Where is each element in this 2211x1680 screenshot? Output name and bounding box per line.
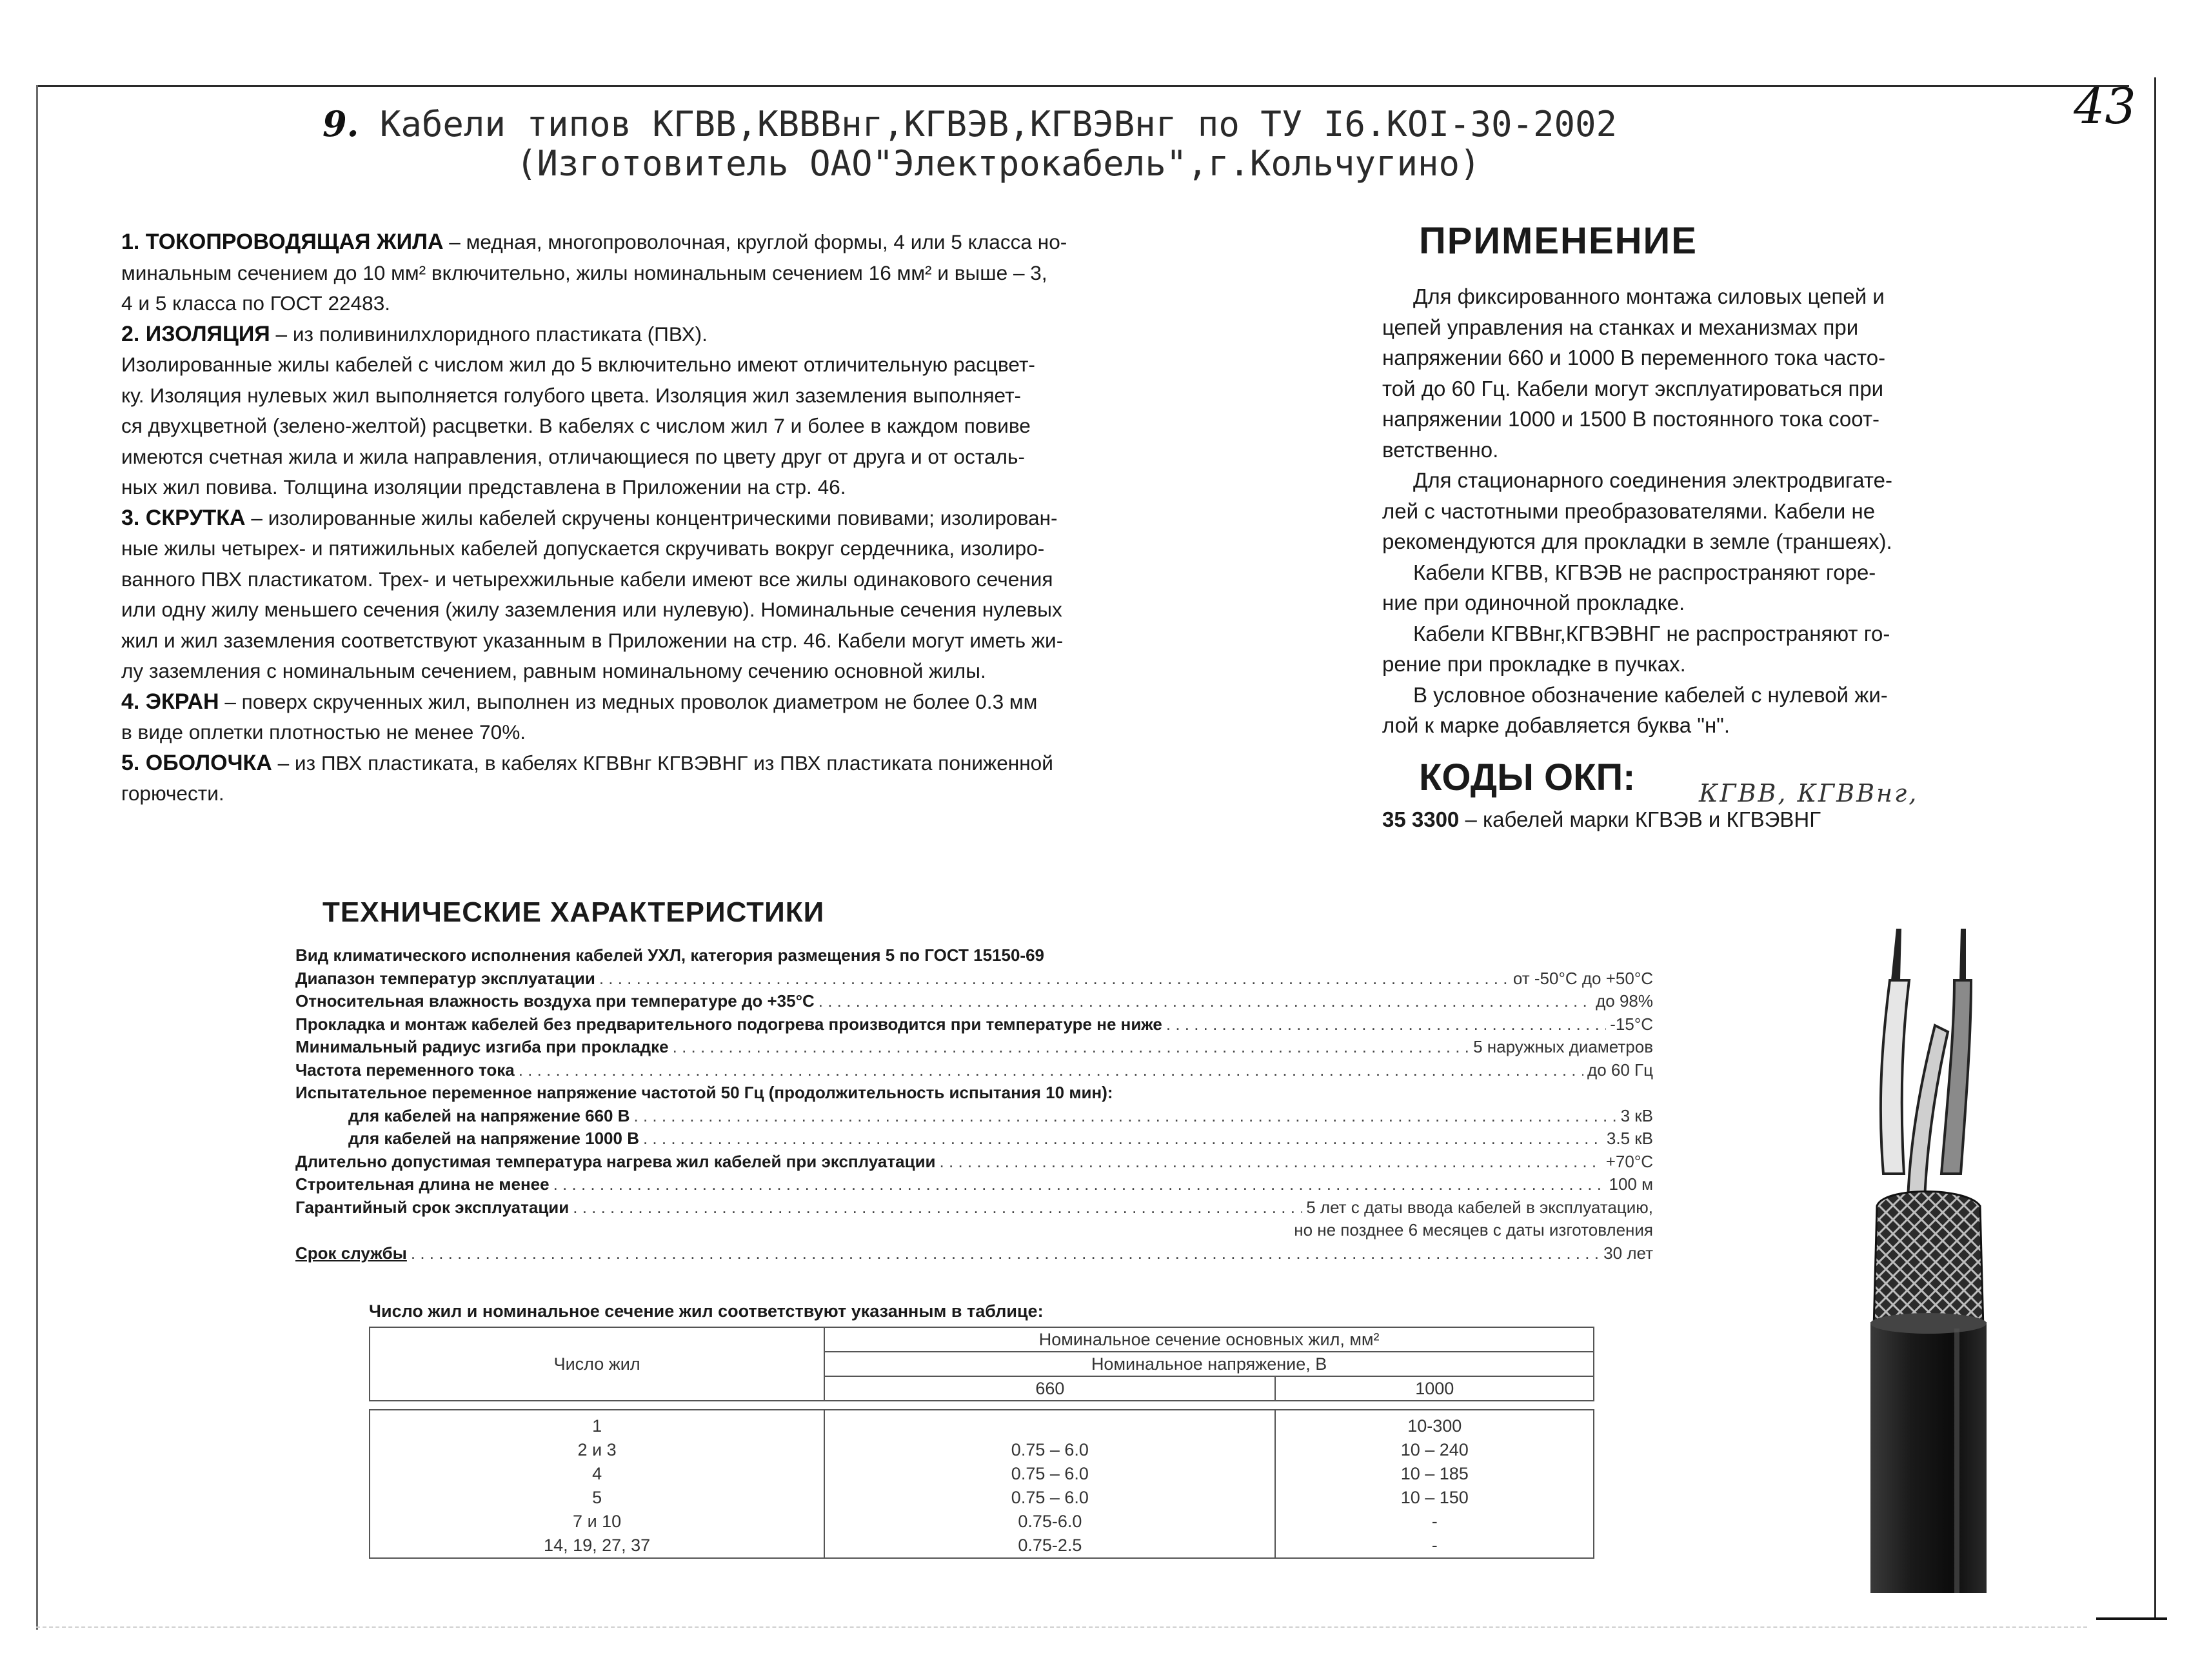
spec-value: до 98% (1596, 991, 1653, 1011)
page-frame-bottom-dash (36, 1626, 2087, 1628)
spec-value: 100 м (1609, 1174, 1653, 1194)
cell-660 (824, 1410, 1275, 1438)
clause-line (121, 533, 1192, 564)
clause-line (121, 380, 1192, 411)
application-line: лей с частотными преобразователями. Кабели не (1382, 499, 1876, 523)
application-line: той до 60 Гц. Кабели могут эксплуатироваться при (1382, 376, 1884, 400)
spec-row (295, 1059, 1653, 1082)
clause-line (121, 442, 1192, 473)
okp-title: КОДЫ ОКП: (1419, 756, 1636, 798)
spec-row (295, 1173, 1653, 1196)
clause-text: ку. Изоляция нулевых жил выполняется голубого цвета. Изоляция жил заземления выполняет- (121, 383, 1022, 407)
spec-row (295, 967, 1653, 991)
clause-line (121, 595, 1192, 626)
spec-row (295, 1036, 1653, 1059)
clause-line (121, 411, 1192, 442)
application-line: В условное обозначение кабелей с нулевой жи- (1413, 682, 1888, 707)
table-caption: Число жил и номинальное сечение жил соответствуют указанным в таблице: (369, 1301, 1044, 1321)
page-frame-left (36, 85, 38, 1630)
spec-row (295, 1151, 1653, 1174)
column-header-660: 660 (824, 1376, 1275, 1401)
spec-label: Прокладка и монтаж кабелей без предварительного подогрева производится при температуре не ниже (295, 1014, 1162, 1034)
table-row (370, 1462, 1594, 1486)
spec-label: Относительная влажность воздуха при температуре до +35°С (295, 991, 815, 1011)
construction-clauses (121, 227, 1192, 809)
application-line: Для стационарного соединения электродвигате- (1413, 468, 1892, 492)
page-frame-right (2154, 77, 2156, 1619)
cell-cores: 7 и 10 (370, 1510, 824, 1534)
spec-label: Испытательное переменное напряжение частотой 50 Гц (продолжительность испытания 10 мин): (295, 1083, 1113, 1102)
leader-dots (573, 1196, 1302, 1220)
clause-line (121, 778, 1192, 809)
cell-cores: 2 и 3 (370, 1438, 824, 1462)
clause-text: лу заземления с номинальным сечением, равным номинальному сечению основной жилы. (121, 659, 986, 682)
clause-text: – изолированные жилы кабелей скручены концентрическими повивами; изолирован- (245, 506, 1058, 529)
spec-row (295, 990, 1653, 1013)
leader-dots (940, 1151, 1602, 1174)
clause-text: в виде оплетки плотностью не менее 70%. (121, 720, 526, 744)
okp-handwritten-note: КГВВ, КГВВнг, (1699, 779, 1919, 807)
leader-dots (519, 1059, 1583, 1082)
clause-line (121, 748, 1192, 779)
cell-cores: 5 (370, 1486, 824, 1510)
clause-text: горючести. (121, 782, 224, 805)
leader-dots (599, 967, 1509, 991)
spec-row (295, 1013, 1653, 1036)
tech-specs (295, 944, 1653, 1265)
okp-code: 35 3300 (1382, 807, 1460, 831)
cell-1000: 10-300 (1275, 1410, 1594, 1438)
spec-label: Вид климатического исполнения кабелей УХЛ, категория размещения 5 по ГОСТ 15150-69 (295, 945, 1045, 965)
spec-value: 5 лет с даты ввода кабелей в эксплуатацию, (1306, 1197, 1653, 1217)
clause-heading: 5. ОБОЛОЧКА (121, 750, 272, 775)
spec-label: Срок службы (295, 1243, 407, 1263)
application-title: ПРИМЕНЕНИЕ (1419, 220, 1698, 262)
spec-label: Частота переменного тока (295, 1060, 515, 1080)
table-row (370, 1410, 1594, 1438)
application-line: Кабели КГВВ, КГВЭВ не распространяют горе- (1413, 560, 1876, 584)
clause-text: или одну жилу меньшего сечения (жилу заземления или нулевую). Номинальные сечения нулевых (121, 598, 1062, 621)
spec-value: от -50°С до +50°С (1512, 968, 1653, 988)
application-line: рение при прокладке в пучках. (1382, 652, 1686, 676)
clause-text: ся двухцветной (зелено-желтой) расцветки. В кабелях с числом жил 7 и более в каждом повиве (121, 414, 1031, 437)
spec-label: Минимальный радиус изгиба при прокладке (295, 1037, 669, 1056)
table-row (370, 1486, 1594, 1510)
column-header-1000: 1000 (1275, 1376, 1594, 1401)
spec-row (295, 944, 1653, 967)
column-header-voltage: Номинальное напряжение, В (824, 1352, 1594, 1376)
cell-1000: - (1275, 1510, 1594, 1534)
section-title (322, 103, 1617, 144)
spec-value: +70°С (1605, 1151, 1653, 1171)
table-header-row (370, 1327, 1594, 1352)
leader-dots (411, 1242, 1600, 1265)
spec-label: для кабелей на напряжение 1000 В (348, 1129, 639, 1148)
okp-code-description: – кабелей марки КГВЭВ и КГВЭВНГ (1459, 807, 1821, 831)
cable-photo (1858, 929, 1996, 1593)
section-title-line-2: (Изготовитель ОАО"Электрокабель",г.Кольчугино) (516, 143, 1481, 184)
spec-label: Длительно допустимая температура нагрева жил кабелей при эксплуатации (295, 1151, 936, 1171)
cell-660: 0.75-6.0 (824, 1510, 1275, 1534)
cell-660: 0.75 – 6.0 (824, 1462, 1275, 1486)
cores-table (369, 1327, 1594, 1559)
clause-line (121, 319, 1192, 350)
spec-value: 3.5 кВ (1606, 1129, 1653, 1148)
spec-value: -15°С (1610, 1014, 1653, 1034)
clause-text: Изолированные жилы кабелей с числом жил до 5 включительно имеют отличительную расцвет- (121, 353, 1035, 376)
spec-value: 3 кВ (1620, 1105, 1653, 1125)
application-line: Кабели КГВВнг,КГВЭВНГ не распространяют го- (1413, 621, 1890, 646)
spec-value: до 60 Гц (1587, 1060, 1653, 1080)
clause-line (121, 503, 1192, 534)
cell-660: 0.75 – 6.0 (824, 1486, 1275, 1510)
application-line: лой к марке добавляется буква "н". (1382, 713, 1730, 737)
cell-cores: 4 (370, 1462, 824, 1486)
application-line: напряжении 660 и 1000 В переменного тока часто- (1382, 346, 1886, 370)
clause-text: – медная, многопроволочная, круглой формы, 4 или 5 класса но- (443, 230, 1067, 253)
application-line: напряжении 1000 и 1500 В постоянного тока соот- (1382, 407, 1879, 431)
spec-row (295, 1082, 1653, 1105)
table-row (370, 1534, 1594, 1558)
cell-cores: 1 (370, 1410, 824, 1438)
spec-row (295, 1196, 1653, 1220)
spec-row (295, 1242, 1653, 1265)
clause-line (121, 350, 1192, 380)
leader-dots (553, 1173, 1605, 1196)
section-title-line-1: Кабели типов КГВВ,КВВВнг,КГВЭВ,КГВЭВнг по ТУ I6.КОI-30-2002 (379, 104, 1618, 144)
leader-dots (818, 990, 1592, 1013)
page-number: 43 (2074, 77, 2136, 135)
spec-label: Гарантийный срок эксплуатации (295, 1197, 570, 1217)
page-frame-bottom (2096, 1617, 2167, 1620)
cell-660: 0.75 – 6.0 (824, 1438, 1275, 1462)
clause-text: – из поливинилхлоридного пластиката (ПВХ). (270, 322, 708, 346)
spec-label: для кабелей на напряжение 660 В (348, 1105, 630, 1125)
clause-text: жил и жил заземления соответствуют указанным в Приложении на стр. 46. Кабели могут иметь жи- (121, 628, 1064, 652)
page-frame-top (36, 85, 2129, 87)
spec-value-continuation: но не позднее 6 месяцев с даты изготовления (1294, 1220, 1653, 1240)
clause-text: ные жилы четырех- и пятижильных кабелей допускается скручивать вокруг сердечника, изолиро- (121, 537, 1045, 560)
application-line: ветственно. (1382, 437, 1499, 462)
cell-660: 0.75-2.5 (824, 1534, 1275, 1558)
clause-text: минальным сечением до 10 мм² включительно, жилы номинальным сечением 16 мм² и выше – 3, (121, 261, 1047, 284)
application-line: цепей управления на станках и механизмах при (1382, 315, 1859, 339)
okp-code-line (1382, 807, 1821, 832)
cell-1000: 10 – 150 (1275, 1486, 1594, 1510)
leader-dots (673, 1036, 1469, 1059)
spec-label: Строительная длина не менее (295, 1174, 550, 1194)
application-text (1382, 281, 2037, 741)
clause-line (121, 258, 1192, 289)
tech-title: ТЕХНИЧЕСКИЕ ХАРАКТЕРИСТИКИ (322, 896, 825, 928)
spec-row (295, 1105, 1653, 1128)
clause-line (121, 626, 1192, 657)
clause-line (121, 564, 1192, 595)
spec-value: 5 наружных диаметров (1473, 1037, 1653, 1056)
cell-1000: - (1275, 1534, 1594, 1558)
leader-dots (634, 1105, 1617, 1128)
spec-row (295, 1127, 1653, 1151)
table-row (370, 1438, 1594, 1462)
cell-cores: 14, 19, 27, 37 (370, 1534, 824, 1558)
clause-text: – из ПВХ пластиката, в кабелях КГВВнг КГВЭВНГ из ПВХ пластиката пониженной (272, 751, 1053, 775)
leader-dots (643, 1127, 1603, 1151)
clause-text: ных жил повива. Толщина изоляции представлена в Приложении на стр. 46. (121, 475, 846, 499)
clause-line (121, 656, 1192, 687)
clause-heading: 3. СКРУТКА (121, 505, 246, 530)
clause-text: 4 и 5 класса по ГОСТ 22483. (121, 292, 391, 315)
clause-line (121, 227, 1192, 258)
clause-line (121, 472, 1192, 503)
application-line: Для фиксированного монтажа силовых цепей и (1413, 284, 1885, 308)
clause-text: ванного ПВХ пластикатом. Трех- и четырехжильные кабели имеют все жилы одинакового сечения (121, 567, 1053, 591)
cell-1000: 10 – 240 (1275, 1438, 1594, 1462)
clause-line (121, 717, 1192, 748)
clause-line (121, 288, 1192, 319)
application-line: ние при одиночной прокладке. (1382, 591, 1685, 615)
leader-dots (1166, 1013, 1606, 1036)
cell-1000: 10 – 185 (1275, 1462, 1594, 1486)
application-line: рекомендуются для прокладки в земле (траншеях). (1382, 529, 1892, 553)
clause-text: – поверх скрученных жил, выполнен из медных проволок диаметром не более 0.3 мм (219, 689, 1038, 713)
clause-heading: 4. ЭКРАН (121, 689, 219, 714)
clause-heading: 1. ТОКОПРОВОДЯЩАЯ ЖИЛА (121, 230, 444, 254)
column-header-cores: Число жил (370, 1327, 824, 1401)
clause-heading: 2. ИЗОЛЯЦИЯ (121, 321, 270, 346)
clause-text: имеются счетная жила и жила направления, отличающиеся по цвету друг от друга и от осталь- (121, 444, 1025, 468)
clause-line (121, 687, 1192, 718)
spec-label: Диапазон температур эксплуатации (295, 968, 595, 988)
column-header-section: Номинальное сечение основных жил, мм² (824, 1327, 1594, 1352)
section-number: 9. (322, 103, 359, 144)
spec-value: 30 лет (1603, 1243, 1653, 1263)
table-row (370, 1510, 1594, 1534)
